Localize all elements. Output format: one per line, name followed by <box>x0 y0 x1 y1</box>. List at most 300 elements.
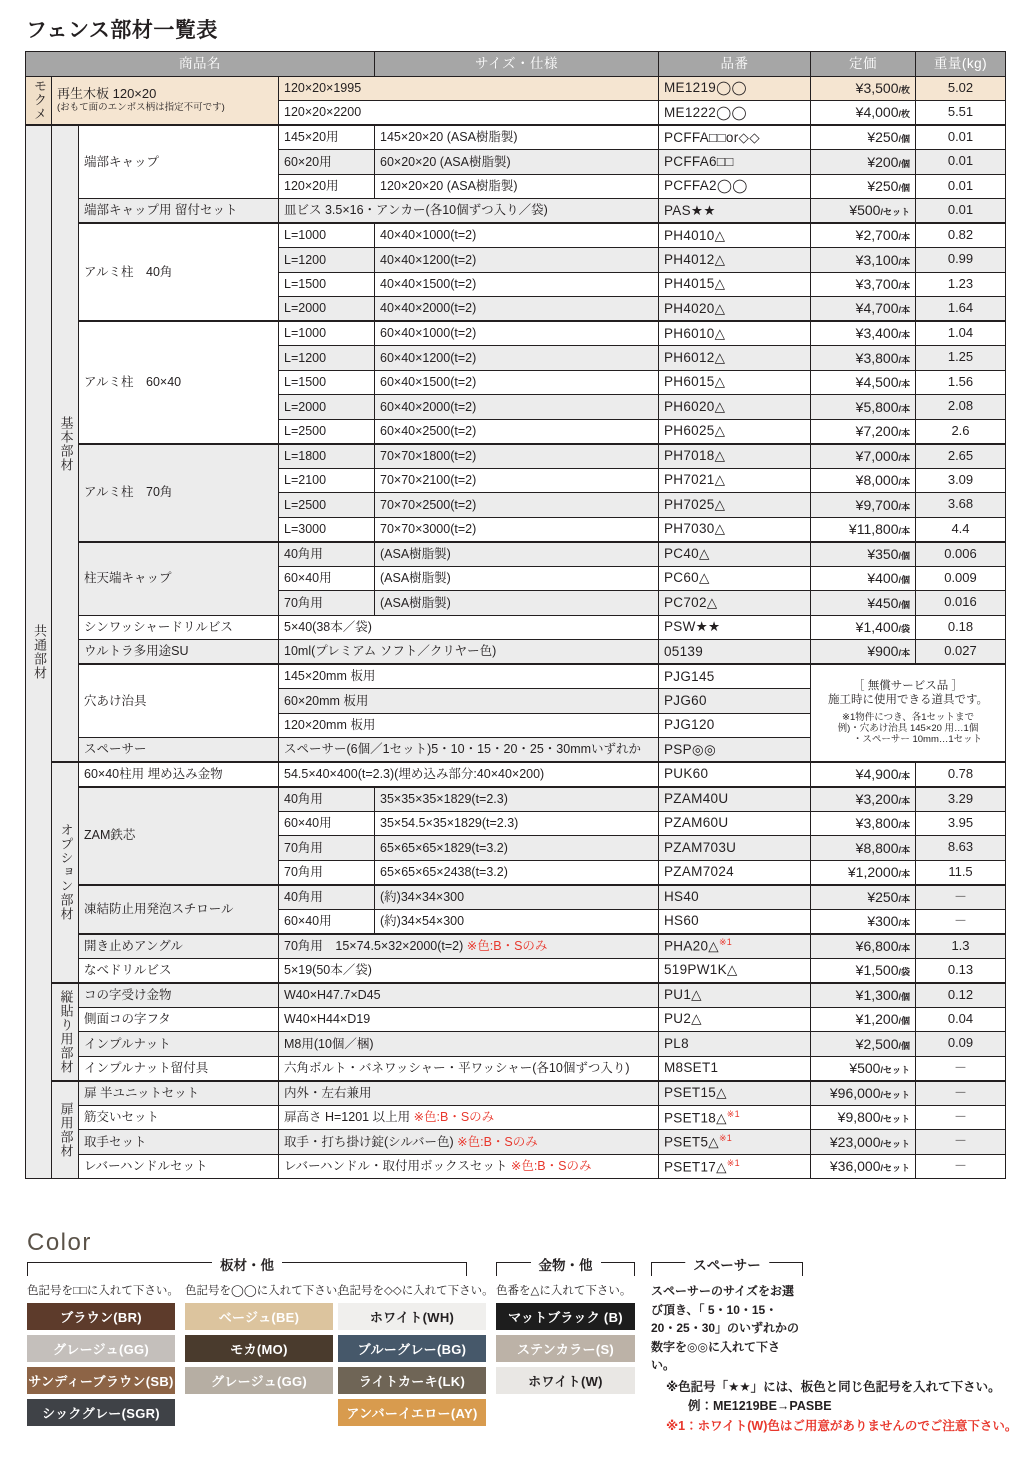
price-cell: ¥250/本 <box>811 885 916 910</box>
footnote-line-3: ※1：ホワイト(W)色はご用意がありませんのでご注意下さい。 <box>666 1418 1018 1433</box>
category-band-outer: モクメ <box>26 76 52 125</box>
weight-cell: 0.01 <box>916 150 1006 175</box>
weight-cell: 5.02 <box>916 76 1006 101</box>
price-cell: ¥9,800/セット <box>811 1105 916 1130</box>
kanamono-swatches <box>496 1303 635 1394</box>
color-swatch-itazai: グレージュ(GG) <box>185 1367 333 1394</box>
table-row <box>26 76 1006 101</box>
sub-size-cell: 70角用 <box>279 836 375 861</box>
table-row <box>26 762 1006 787</box>
sub-size-cell: L=2500 <box>279 419 375 444</box>
color-swatch-itazai: ブルーグレー(BG) <box>338 1335 486 1362</box>
weight-cell: 1.64 <box>916 297 1006 322</box>
sub-size-cell: 60×40用 <box>279 811 375 836</box>
spec-cell: 70×70×2500(t=2) <box>375 493 659 518</box>
spec-cell: 120×20×1995 <box>279 76 659 101</box>
sub-size-cell: 120×20用 <box>279 174 375 199</box>
color-col1-instruction: 色記号を□□に入れて下さい。 <box>27 1285 179 1297</box>
color-col2-instruction: 色記号を◯◯に入れて下さい。 <box>185 1285 349 1297</box>
spec-cell: 60×40×2000(t=2) <box>375 395 659 420</box>
product-code-cell: HS60 <box>659 909 811 934</box>
price-cell: ¥4,500/本 <box>811 370 916 395</box>
sub-size-cell: L=2000 <box>279 297 375 322</box>
category-band-inner: オプション部材 <box>52 762 79 983</box>
spec-cell: 120×20mm 板用 <box>279 713 659 738</box>
price-cell: ¥2,500/個 <box>811 1032 916 1057</box>
price-cell: ¥9,700/本 <box>811 493 916 518</box>
group-kanamono-label: 金物・他 <box>531 1254 601 1274</box>
weight-cell: 0.027 <box>916 640 1006 665</box>
spec-cell: 60×40×1000(t=2) <box>375 321 659 346</box>
weight-cell: － <box>916 1130 1006 1155</box>
price-cell: ¥8,000/本 <box>811 468 916 493</box>
price-cell: ¥250/個 <box>811 174 916 199</box>
color-col2-swatches <box>185 1303 333 1394</box>
weight-cell: 0.82 <box>916 223 1006 248</box>
sub-size-cell: 40角用 <box>279 787 375 812</box>
weight-cell: 0.13 <box>916 958 1006 983</box>
price-cell: ¥3,500/枚 <box>811 76 916 101</box>
sub-size-cell: L=1000 <box>279 321 375 346</box>
header-price: 定価 <box>811 52 916 77</box>
product-code-cell: PU1△ <box>659 983 811 1008</box>
group-spacer <box>651 1258 803 1276</box>
weight-cell: 0.09 <box>916 1032 1006 1057</box>
product-code-cell: PCFFA□□or◇◇ <box>659 125 811 150</box>
product-name-cell: レバーハンドルセット <box>79 1154 279 1179</box>
weight-cell: 0.016 <box>916 591 1006 616</box>
spec-cell: 60×20×20 (ASA樹脂製) <box>375 150 659 175</box>
price-cell: ¥36,000/セット <box>811 1154 916 1179</box>
price-cell: ¥7,200/本 <box>811 419 916 444</box>
spec-cell: W40×H44×D19 <box>279 1007 659 1032</box>
spec-cell: 60×20mm 板用 <box>279 689 659 714</box>
weight-cell: 0.78 <box>916 762 1006 787</box>
product-name-cell: 再生木板 120×20 (おもて面のエンボス柄は指定不可です) <box>52 76 279 125</box>
sub-size-cell: L=2100 <box>279 468 375 493</box>
product-name-cell: ZAM鉄芯 <box>79 787 279 885</box>
sub-size-cell: 70角用 <box>279 860 375 885</box>
spec-cell: 40×40×1500(t=2) <box>375 272 659 297</box>
table-row <box>26 934 1006 959</box>
weight-cell: 1.04 <box>916 321 1006 346</box>
product-name-cell: 扉 半ユニットセット <box>79 1081 279 1106</box>
weight-cell: 5.51 <box>916 101 1006 126</box>
weight-cell: 1.3 <box>916 934 1006 959</box>
spec-cell: (ASA樹脂製) <box>375 542 659 567</box>
color-column-2 <box>185 1277 349 1399</box>
price-cell: ¥1,400/袋 <box>811 615 916 640</box>
sub-size-cell: L=1200 <box>279 346 375 371</box>
color-section-heading: Color <box>27 1229 92 1256</box>
table-row <box>26 640 1006 665</box>
price-cell: ¥1,2000/本 <box>811 860 916 885</box>
parts-table-wrapper <box>25 51 1006 1179</box>
category-band-inner: 扉用部材 <box>52 1081 79 1179</box>
product-name-cell: 取手セット <box>79 1130 279 1155</box>
weight-cell: 1.25 <box>916 346 1006 371</box>
spec-cell: レバーハンドル・取付用ボックスセット ※色:B・Sのみ <box>279 1154 659 1179</box>
table-row <box>26 1081 1006 1106</box>
table-row <box>26 958 1006 983</box>
category-band-outer: 共通部材 <box>26 125 52 1179</box>
price-cell: ¥3,700/本 <box>811 272 916 297</box>
color-swatch-itazai: ブラウン(BR) <box>27 1303 175 1330</box>
product-code-cell: PH4010△ <box>659 223 811 248</box>
weight-cell: 0.99 <box>916 248 1006 273</box>
product-name-cell: スペーサー <box>79 738 279 763</box>
weight-cell: 0.006 <box>916 542 1006 567</box>
product-code-cell: PH6012△ <box>659 346 811 371</box>
spec-cell: (約)34×54×300 <box>375 909 659 934</box>
spec-cell: 六角ボルト・バネワッシャー・平ワッシャー(各10個ずつ入り) <box>279 1056 659 1081</box>
footnotes-block <box>666 1378 1017 1436</box>
product-code-cell: PCFFA6□□ <box>659 150 811 175</box>
product-code-cell: PH6015△ <box>659 370 811 395</box>
product-code-cell: PH7025△ <box>659 493 811 518</box>
product-code-cell: PSET18△$^{※1}$ <box>659 1105 811 1130</box>
table-row <box>26 125 1006 150</box>
group-kanamono-rule <box>496 1258 635 1276</box>
sub-size-cell: 60×40用 <box>279 909 375 934</box>
table-row <box>26 542 1006 567</box>
spec-cell: (ASA樹脂製) <box>375 566 659 591</box>
weight-cell: － <box>916 1105 1006 1130</box>
spacer-description: スペーサーのサイズをお選び頂き、「 5・10・15・20・25・30」のいずれかの数字を◎◎に入れて下さい。 <box>651 1284 800 1373</box>
color-column-3 <box>338 1277 494 1431</box>
sub-size-cell: 145×20用 <box>279 125 375 150</box>
product-name-cell: 筋交いセット <box>79 1105 279 1130</box>
table-row <box>26 321 1006 346</box>
spec-cell: 35×54.5×35×1829(t=2.3) <box>375 811 659 836</box>
sub-size-cell: L=1000 <box>279 223 375 248</box>
weight-cell: 2.6 <box>916 419 1006 444</box>
price-cell: ¥3,100/本 <box>811 248 916 273</box>
color-column-kanamono <box>496 1277 635 1399</box>
sub-size-cell: L=1200 <box>279 248 375 273</box>
spec-cell: 取手・打ち掛け錠(シルバー色) ※色:B・Sのみ <box>279 1130 659 1155</box>
table-row <box>26 199 1006 224</box>
weight-cell: 3.29 <box>916 787 1006 812</box>
color-swatch-itazai: グレージュ(GG) <box>27 1335 175 1362</box>
price-cell: ¥500/セット <box>811 1056 916 1081</box>
weight-cell: 8.63 <box>916 836 1006 861</box>
weight-cell: 1.23 <box>916 272 1006 297</box>
table-body <box>26 76 1006 1179</box>
product-code-cell: PUK60 <box>659 762 811 787</box>
product-code-cell: PH7021△ <box>659 468 811 493</box>
product-code-cell: PZAM703U <box>659 836 811 861</box>
kanamono-instruction: 色番を△に入れて下さい。 <box>496 1285 632 1297</box>
product-code-cell: PC40△ <box>659 542 811 567</box>
spec-cell: 145×20mm 板用 <box>279 664 659 689</box>
sub-size-cell: 60×40用 <box>279 566 375 591</box>
price-cell: ¥1,300/個 <box>811 983 916 1008</box>
table-row <box>26 664 1006 689</box>
color-swatch-itazai: アンバーイエロー(AY) <box>338 1399 486 1426</box>
price-cell: ¥200/個 <box>811 150 916 175</box>
weight-cell: 4.4 <box>916 517 1006 542</box>
group-spacer-label: スペーサー <box>685 1254 769 1274</box>
price-cell: ¥3,200/本 <box>811 787 916 812</box>
product-name-cell: シンワッシャードリルビス <box>79 615 279 640</box>
spec-cell: 120×20×2200 <box>279 101 659 126</box>
product-name-cell: 端部キャップ <box>79 125 279 199</box>
table-row <box>26 787 1006 812</box>
color-swatch-kanamono: ホワイト(W) <box>496 1367 635 1394</box>
sub-size-cell: 60×20用 <box>279 150 375 175</box>
color-col3-instruction: 色記号を◇◇に入れて下さい。 <box>338 1285 494 1297</box>
product-code-cell: PSW★★ <box>659 615 811 640</box>
color-col3-swatches <box>338 1303 486 1426</box>
product-code-cell: M8SET1 <box>659 1056 811 1081</box>
price-cell: ¥400/個 <box>811 566 916 591</box>
color-swatch-itazai: シックグレー(SGR) <box>27 1399 175 1426</box>
product-name-cell: 凍結防止用発泡スチロール <box>79 885 279 934</box>
product-name-cell: インプルナット留付具 <box>79 1056 279 1081</box>
price-cell: ¥2,700/本 <box>811 223 916 248</box>
product-code-cell: PU2△ <box>659 1007 811 1032</box>
price-cell: ¥1,500/袋 <box>811 958 916 983</box>
header-size-spec: サイズ・仕様 <box>375 52 659 77</box>
spec-cell: 65×65×65×1829(t=3.2) <box>375 836 659 861</box>
product-name-cell: 端部キャップ用 留付セット <box>79 199 279 224</box>
product-code-cell: PJG60 <box>659 689 811 714</box>
weight-cell: 0.01 <box>916 174 1006 199</box>
group-itazai-label: 板材・他 <box>212 1254 282 1274</box>
sub-size-cell: L=2000 <box>279 395 375 420</box>
color-swatch-kanamono: ステンカラー(S) <box>496 1335 635 1362</box>
color-swatch-itazai: ホワイト(WH) <box>338 1303 486 1330</box>
color-swatch-itazai: ベージュ(BE) <box>185 1303 333 1330</box>
table-row <box>26 1154 1006 1179</box>
product-code-cell: PSET15△ <box>659 1081 811 1106</box>
product-code-cell: PH4020△ <box>659 297 811 322</box>
spec-cell: 120×20×20 (ASA樹脂製) <box>375 174 659 199</box>
product-name-cell: アルミ柱 70角 <box>79 444 279 542</box>
spec-cell: (ASA樹脂製) <box>375 591 659 616</box>
product-code-cell: PCFFA2◯◯ <box>659 174 811 199</box>
color-column-1 <box>27 1277 179 1431</box>
weight-cell: 3.68 <box>916 493 1006 518</box>
weight-cell: 1.56 <box>916 370 1006 395</box>
product-code-cell: PH7030△ <box>659 517 811 542</box>
product-code-cell: PHA20△$^{※1}$ <box>659 934 811 959</box>
category-band-inner: 縦貼り用部材 <box>52 983 79 1081</box>
weight-cell: 11.5 <box>916 860 1006 885</box>
table-row <box>26 615 1006 640</box>
table-row <box>26 1032 1006 1057</box>
table-row <box>26 1056 1006 1081</box>
product-name-cell: 穴あけ治具 <box>79 664 279 738</box>
product-name-cell: インプルナット <box>79 1032 279 1057</box>
weight-cell: － <box>916 909 1006 934</box>
weight-cell: 3.95 <box>916 811 1006 836</box>
price-cell: ¥4,900/本 <box>811 762 916 787</box>
header-product-name: 商品名 <box>26 52 375 77</box>
product-code-cell: PH7018△ <box>659 444 811 469</box>
product-code-cell: 519PW1K△ <box>659 958 811 983</box>
weight-cell: － <box>916 885 1006 910</box>
price-cell: ¥96,000/セット <box>811 1081 916 1106</box>
sub-size-cell: L=1500 <box>279 272 375 297</box>
product-code-cell: PZAM7024 <box>659 860 811 885</box>
group-spacer-rule <box>651 1258 803 1276</box>
spacer-description-block <box>651 1277 811 1375</box>
table-header <box>26 52 1006 77</box>
weight-cell: 0.01 <box>916 199 1006 224</box>
table-row <box>26 885 1006 910</box>
product-code-cell: PC702△ <box>659 591 811 616</box>
price-cell: ¥3,800/本 <box>811 346 916 371</box>
product-name-cell: 開き止めアングル <box>79 934 279 959</box>
weight-cell: － <box>916 1056 1006 1081</box>
header-weight: 重量(kg) <box>916 52 1006 77</box>
product-code-cell: PH4012△ <box>659 248 811 273</box>
price-cell: ¥3,800/本 <box>811 811 916 836</box>
sub-size-cell: 70角用 <box>279 591 375 616</box>
spec-cell: (約)34×34×300 <box>375 885 659 910</box>
group-itazai-rule <box>27 1258 467 1276</box>
sub-size-cell: L=2500 <box>279 493 375 518</box>
price-cell: ¥3,400/本 <box>811 321 916 346</box>
spec-cell: 35×35×35×1829(t=2.3) <box>375 787 659 812</box>
color-swatch-kanamono: マットブラック (B) <box>496 1303 635 1330</box>
footnote-line-1: ※色記号「★★」には、板色と同じ色記号を入れて下さい。 <box>666 1380 1001 1394</box>
spec-cell: 54.5×40×400(t=2.3)(埋め込み部分:40×40×200) <box>279 762 659 787</box>
weight-cell: － <box>916 1154 1006 1179</box>
weight-cell: 3.09 <box>916 468 1006 493</box>
product-name-cell: 60×40柱用 埋め込み金物 <box>79 762 279 787</box>
price-cell: ¥250/個 <box>811 125 916 150</box>
price-cell: ¥500/セット <box>811 199 916 224</box>
product-code-cell: PH6025△ <box>659 419 811 444</box>
spec-cell: 70×70×2100(t=2) <box>375 468 659 493</box>
product-code-cell: PZAM60U <box>659 811 811 836</box>
price-cell: ¥8,800/本 <box>811 836 916 861</box>
color-swatch-itazai: モカ(MO) <box>185 1335 333 1362</box>
color-col1-swatches <box>27 1303 175 1426</box>
spec-cell: 145×20×20 (ASA樹脂製) <box>375 125 659 150</box>
spec-cell: 70×70×3000(t=2) <box>375 517 659 542</box>
product-code-cell: PC60△ <box>659 566 811 591</box>
color-swatch-itazai: ライトカーキ(LK) <box>338 1367 486 1394</box>
product-name-cell: ウルトラ多用途SU <box>79 640 279 665</box>
price-cell: ¥900/本 <box>811 640 916 665</box>
weight-cell: 0.01 <box>916 125 1006 150</box>
product-code-cell: PSET5△$^{※1}$ <box>659 1130 811 1155</box>
product-code-cell: PH6010△ <box>659 321 811 346</box>
table-row <box>26 1007 1006 1032</box>
product-code-cell: PH6020△ <box>659 395 811 420</box>
product-code-cell: PSET17△$^{※1}$ <box>659 1154 811 1179</box>
product-name-cell: アルミ柱 40角 <box>79 223 279 321</box>
spec-cell: W40×H47.7×D45 <box>279 983 659 1008</box>
spec-cell: 40×40×1200(t=2) <box>375 248 659 273</box>
product-name-cell: 側面コの字フタ <box>79 1007 279 1032</box>
spec-cell: M8用(10個／梱) <box>279 1032 659 1057</box>
header-code: 品番 <box>659 52 811 77</box>
color-swatch-itazai: サンディーブラウン(SB) <box>27 1367 175 1394</box>
weight-cell: 0.009 <box>916 566 1006 591</box>
spec-cell: 5×40(38本／袋) <box>279 615 659 640</box>
sub-size-cell: L=3000 <box>279 517 375 542</box>
parts-table <box>25 51 1006 1179</box>
table-row <box>26 983 1006 1008</box>
group-itazai <box>27 1258 467 1276</box>
spec-cell: スペーサー(6個／1セット)5・10・15・20・25・30mmいずれか <box>279 738 659 763</box>
spec-cell: 10ml(プレミアム ソフト／クリヤー色) <box>279 640 659 665</box>
product-code-cell: PL8 <box>659 1032 811 1057</box>
weight-cell: 0.12 <box>916 983 1006 1008</box>
product-code-cell: PH4015△ <box>659 272 811 297</box>
group-kanamono <box>496 1258 635 1276</box>
spec-cell: 60×40×1200(t=2) <box>375 346 659 371</box>
spec-cell: 65×65×65×2438(t=3.2) <box>375 860 659 885</box>
sub-size-cell: 40角用 <box>279 885 375 910</box>
price-cell: ¥7,000/本 <box>811 444 916 469</box>
spec-cell: 40×40×2000(t=2) <box>375 297 659 322</box>
weight-cell: 0.04 <box>916 1007 1006 1032</box>
price-cell: ¥4,700/本 <box>811 297 916 322</box>
sub-size-cell: 40角用 <box>279 542 375 567</box>
table-row <box>26 444 1006 469</box>
spec-cell: 皿ビス 3.5×16・アンカー(各10個ずつ入り／袋) <box>279 199 659 224</box>
product-name-cell: アルミ柱 60×40 <box>79 321 279 444</box>
product-code-cell: PJG145 <box>659 664 811 689</box>
price-cell: ¥5,800/本 <box>811 395 916 420</box>
price-cell: ¥450/個 <box>811 591 916 616</box>
price-cell: ¥300/本 <box>811 909 916 934</box>
category-band-inner: 基本部材 <box>52 125 79 762</box>
weight-cell: 2.65 <box>916 444 1006 469</box>
price-cell: ¥6,800/本 <box>811 934 916 959</box>
product-name-cell: 柱天端キャップ <box>79 542 279 616</box>
footnote-line-2: 例：ME1219BE→PASBE <box>688 1399 832 1414</box>
product-code-cell: PJG120 <box>659 713 811 738</box>
product-code-cell: 05139 <box>659 640 811 665</box>
sub-size-cell: L=1500 <box>279 370 375 395</box>
product-code-cell: PSP◎◎ <box>659 738 811 763</box>
price-cell: ¥350/個 <box>811 542 916 567</box>
price-cell: ¥23,000/セット <box>811 1130 916 1155</box>
price-cell: ¥4,000/枚 <box>811 101 916 126</box>
spec-cell: 5×19(50本／袋) <box>279 958 659 983</box>
product-name-cell: なべドリルビス <box>79 958 279 983</box>
price-cell: ¥11,800/本 <box>811 517 916 542</box>
table-row <box>26 223 1006 248</box>
spec-cell: 60×40×1500(t=2) <box>375 370 659 395</box>
spec-cell: 70角用 15×74.5×32×2000(t=2) ※色:B・Sのみ <box>279 934 659 959</box>
weight-cell: 0.18 <box>916 615 1006 640</box>
spec-cell: 70×70×1800(t=2) <box>375 444 659 469</box>
product-code-cell: ME1219◯◯ <box>659 76 811 101</box>
price-cell: ¥1,200/個 <box>811 1007 916 1032</box>
table-row <box>26 1130 1006 1155</box>
weight-cell: － <box>916 1081 1006 1106</box>
spec-cell: 内外・左右兼用 <box>279 1081 659 1106</box>
sub-size-cell: L=1800 <box>279 444 375 469</box>
spec-cell: 60×40×2500(t=2) <box>375 419 659 444</box>
product-name-cell: コの字受け金物 <box>79 983 279 1008</box>
product-code-cell: PAS★★ <box>659 199 811 224</box>
spec-cell: 扉高さ H=1201 以上用 ※色:B・Sのみ <box>279 1105 659 1130</box>
page-title: フェンス部材一覧表 <box>26 19 218 42</box>
weight-cell: 2.08 <box>916 395 1006 420</box>
spec-cell: 40×40×1000(t=2) <box>375 223 659 248</box>
product-code-cell: ME1222◯◯ <box>659 101 811 126</box>
table-row <box>26 1105 1006 1130</box>
